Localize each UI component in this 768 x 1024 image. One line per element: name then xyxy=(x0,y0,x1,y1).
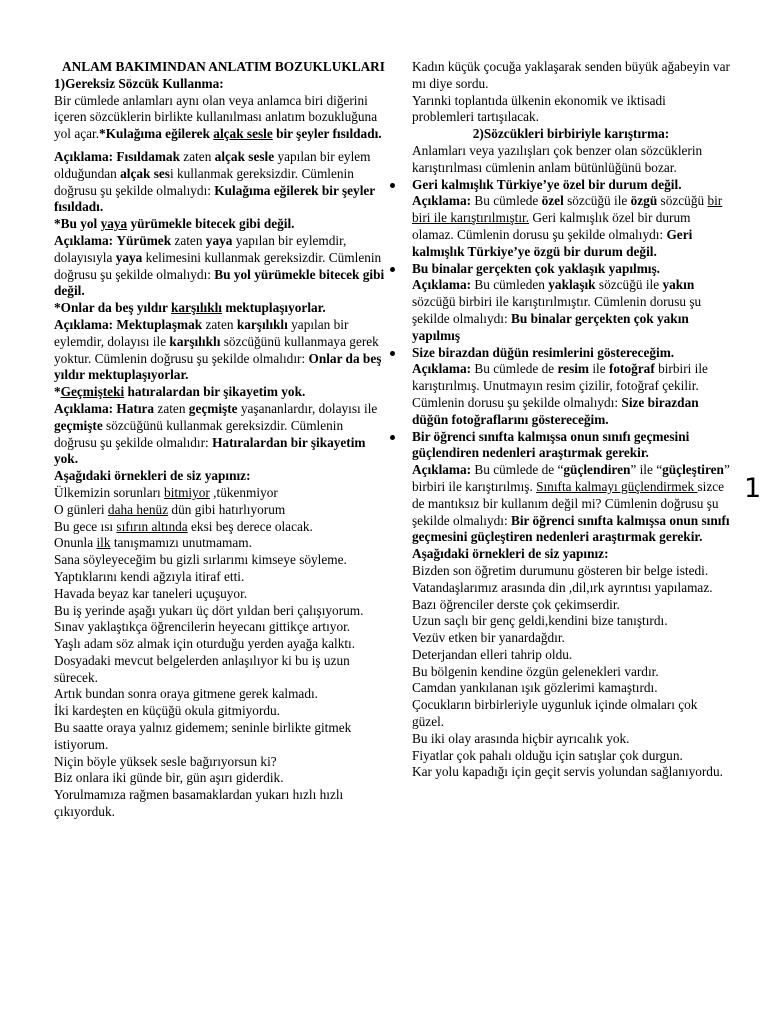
practice-line: Yorulmamıza rağmen basamaklardan yukarı hızlı hızlı çıkıyorduk. xyxy=(54,787,344,820)
practice-line: Camdan yankılanan ışık gözlerimi kamaştırdı. xyxy=(412,680,658,696)
practice-line: Deterjandan elleri tahrip oldu. xyxy=(412,646,573,662)
practice-line: Onunla ilk tanışmamızı unutmamam. xyxy=(54,535,252,551)
practice-line: Artık bundan sonra oraya gitmene gerek kalmadı. xyxy=(54,686,319,702)
right-column xyxy=(412,59,730,781)
bullet-item-4: Bir öğrenci sınıfta kalmışsa onun sınıfı geçmesini güçlendiren nedenleri araştırmak gerekir. Açıklama: Bu cümlede de “güçlendiren” ile “güçleştiren” birbiri ile karıştırılmış. Sınıfta kalmayı güçlendirmek sizce de mantıksız bir kullanım değil mi? Cümlenin doğrusu şu şekilde olmalıydı: Bir öğrenci sınıfta kalmışsa onun sınıfı geçmesini güçleştiren nedenleri araştırmak gerekir. xyxy=(412,428,730,545)
practice-line: Biz onlara iki günde bir, gün aşırı giderdik. xyxy=(54,770,284,786)
explanation-4: Açıklama: Hatıra zaten geçmişte yaşananlardır, dolayısı ile geçmişte sözcüğünü kullanmak gereksizdir. Cümlenin doğrusu şu şekilde olmalıdır: Hatıralardan bir şikayetim yok. xyxy=(54,400,378,467)
practice-line: Kar yolu kapadığı için geçit servis yolundan sağlanıyordu. xyxy=(412,764,723,780)
intro-line: Yarınki toplantıda ülkenin ekonomik ve iktisadi problemleri tartışılacak. xyxy=(412,92,666,125)
explanation-1: Açıklama: Fısıldamak zaten alçak sesle yapılan bir eylem olduğundan alçak sesi kullanmak gereksizdir. Cümlenin doğrusu şu şekilde olmalıydı: Kulağıma eğilerek bir şeyler fısıldadı. xyxy=(54,148,375,215)
document-title: ANLAM BAKIMINDAN ANLATIM BOZUKLUKLARI xyxy=(62,59,385,74)
bullet-item-1: Geri kalmışlık Türkiye’ye özel bir durum değil. Açıklama: Bu cümlede özel sözcüğü ile özgü sözcüğü bir biri ile karıştırılmıştır. Geri kalmışlık özel bir durum olamaz. Cümlenin dorusu şu şekilde olmalıydı: Geri kalmışlık Türkiye’ye özgü bir durum değil. xyxy=(412,177,730,261)
practice-line: Bu gece ısı sıfırın altında eksi beş derece olacak. xyxy=(54,518,313,534)
explanation-2: Açıklama: Yürümek zaten yaya yapılan bir eylemdir, dolayısıyla yaya kelimesini kullanmak gereksizdir. Cümlenin doğrusu şu şekilde olmalıydı: Bu yol yürümekle bitecek gibi değil. xyxy=(54,232,385,299)
practice-line: Vatandaşlarımız arasında din ,dil,ırk ayrıntısı yapılamaz. xyxy=(412,579,713,595)
practice-line: Dosyadaki mevcut belgelerden anlaşılıyor ki bu iş uzun sürecek. xyxy=(54,652,350,685)
practice-line: İki kardeşten en küçüğü okula gitmiyordu. xyxy=(54,703,280,719)
practice-line: Bu iş yerinde aşağı yukarı üç dört yıldan beri çalışıyorum. xyxy=(54,602,364,618)
example-4: *Geçmişteki hatıralardan bir şikayetim yok. xyxy=(54,384,306,400)
practice-line: Ülkemizin sorunları bitmiyor ,tükenmiyor xyxy=(54,484,278,500)
section1-intro: Bir cümlede anlamları aynı olan veya anlamca biri diğerini içeren sözcüklerin birlikte kullanılması anlatım bozukluğuna yol açar.*Kulağıma eğilerek alçak sesle bir şeyler fısıldadı. xyxy=(54,92,382,142)
section1-heading: 1)Gereksiz Sözcük Kullanma: xyxy=(54,75,224,91)
practice-line: Bu saatte oraya yalnız gidemem; seninle birlikte gitmek istiyorum. xyxy=(54,720,352,752)
practice-line: Bu iki olay arasında hiçbir ayrıcalık yok. xyxy=(412,730,630,746)
practice-line: Bizden son öğretim durumunu gösteren bir belge istedi. xyxy=(412,562,709,578)
practice-line: Havada beyaz kar taneleri uçuşuyor. xyxy=(54,585,248,601)
practice-line: Vezüv etken bir yanardağdır. xyxy=(412,630,565,646)
intro-line: Kadın küçük çocuğa yaklaşarak senden büyük ağabeyin var mı diye sordu. xyxy=(412,59,730,91)
explanation-3: Açıklama: Mektuplaşmak zaten karşılıklı yapılan bir eylemdir, dolayısı ile karşılıklı sözcüğünü kullanmaya gerek yoktur. Cümlenin doğrusu şu şekilde olmalıdır: Onlar da beş yıldır mektuplaşıyorlar. xyxy=(54,316,382,383)
practice-line: Yaşlı adam söz almak için oturduğu yerden ayağa kalktı. xyxy=(54,636,356,652)
page-number: 1 xyxy=(744,473,762,504)
left-column xyxy=(54,59,389,821)
section2-heading: 2)Sözcükleri birbiriyle karıştırma: xyxy=(472,126,670,142)
practice-line: Çocukların birbirleriyle uygunluk içinde olmaları çok güzel. xyxy=(412,697,698,730)
practice-heading-right: Aşağıdaki örnekleri de siz yapınız: xyxy=(412,546,609,562)
bullet-item-2: Bu binalar gerçekten çok yaklaşık yapılmış. Açıklama: Bu cümleden yaklaşık sözcüğü ile yakın sözcüğü birbiri ile karıştırılmıştır. Cümlenin dorusu şu şekilde olmalıydı: Bu binalar gerçekten çok yakın yapılmış xyxy=(412,261,730,345)
practice-line: Uzun saçlı bir genç geldi,kendini bize tanıştırdı. xyxy=(412,613,668,629)
section2-intro: Anlamları veya yazılışları çok benzer olan sözcüklerin karıştırılması cümlenin anlam bütünlüğünü bozar. xyxy=(412,142,703,175)
example-2: *Bu yol yaya yürümekle bitecek gibi değil. xyxy=(54,216,295,232)
practice-line: Bazı öğrenciler derste çok çekimserdir. xyxy=(412,596,620,612)
practice-line: Bu bölgenin kendine özgün gelenekleri vardır. xyxy=(412,663,659,679)
practice-line: O günleri daha henüz dün gibi hatırlıyorum xyxy=(54,501,286,517)
example-3: *Onlar da beş yıldır karşılıklı mektuplaşıyorlar. xyxy=(54,300,326,316)
practice-line: Fiyatlar çok pahalı olduğu için satışlar çok durgun. xyxy=(412,747,683,763)
practice-line: Sana söyleyeceğim bu gizli sırlarımı kimseye söyleme. xyxy=(54,552,347,568)
practice-heading-left: Aşağıdaki örnekleri de siz yapınız: xyxy=(54,468,251,484)
bullet-item-3: Size birazdan düğün resimlerini göstereceğim. Açıklama: Bu cümlede de resim ile fotoğraf birbiri ile karıştırılmış. Unutmayın resim çizilir, fotoğraf çekilir. Cümlenin dorusu şu şekilde olmalıydı: Size birazdan düğün fotoğraflarını göstereceğim. xyxy=(412,345,730,429)
practice-line: Niçin böyle yüksek sesle bağırıyorsun ki? xyxy=(54,753,277,769)
practice-line: Sınav yaklaştıkça öğrencilerin heyecanı gittikçe artıyor. xyxy=(54,619,351,635)
practice-line: Yaptıklarını kendi ağzıyla itiraf etti. xyxy=(54,568,245,584)
